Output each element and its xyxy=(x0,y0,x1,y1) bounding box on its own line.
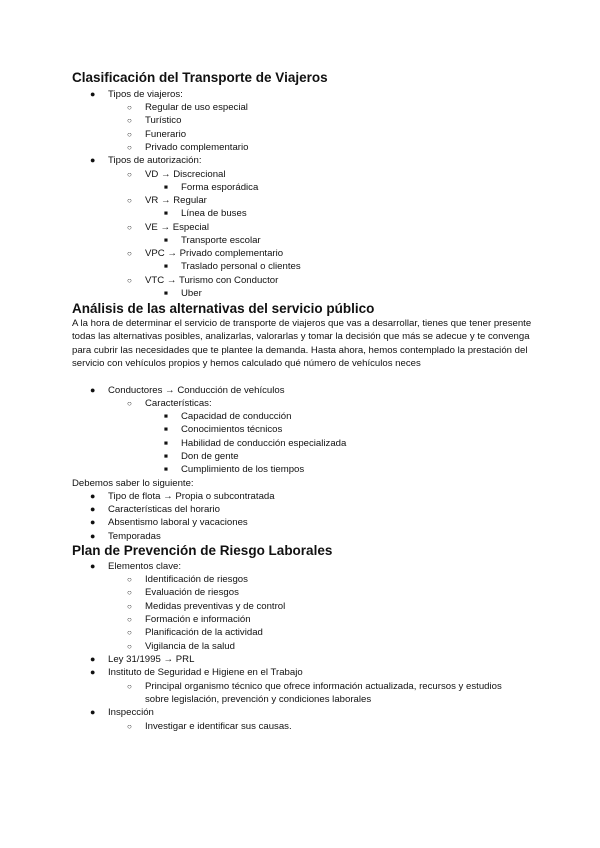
list-item: Temporadas xyxy=(108,531,161,542)
paragraph-line: Debemos saber lo siguiente: xyxy=(72,478,194,489)
bullet: ■ xyxy=(164,413,168,420)
bullet: ○ xyxy=(127,588,132,597)
list-item: Vigilancia de la salud xyxy=(145,641,235,652)
bullet: ○ xyxy=(127,628,132,637)
list-item: Transporte escolar xyxy=(181,235,261,246)
bullet: ■ xyxy=(164,466,168,473)
list-item: Instituto de Seguridad e Higiene en el Trabajo xyxy=(108,667,303,678)
bullet: ● xyxy=(90,155,96,165)
bullet: ○ xyxy=(127,196,132,205)
bullet: ● xyxy=(90,667,96,677)
bullet: ○ xyxy=(127,399,132,408)
list-item: Formación e información xyxy=(145,614,251,625)
list-item: Inspección xyxy=(108,707,154,718)
bullet: ● xyxy=(90,654,96,664)
list-item: Tipo de flota → Propia o subcontratada xyxy=(108,491,275,502)
bullet: ○ xyxy=(127,170,132,179)
bullet: ● xyxy=(90,531,96,541)
list-item: Conductores → Conducción de vehículos xyxy=(108,385,285,396)
list-item: VTC → Turismo con Conductor xyxy=(145,275,279,286)
list-item: VR → Regular xyxy=(145,195,207,206)
list-item: VE → Especial xyxy=(145,222,209,233)
bullet: ● xyxy=(90,504,96,514)
list-item: VD → Discrecional xyxy=(145,169,226,180)
bullet: ○ xyxy=(127,103,132,112)
list-item: Don de gente xyxy=(181,451,239,462)
section-title-plan-prevencion: Plan de Prevención de Riesgo Laborales xyxy=(72,543,333,558)
bullet: ■ xyxy=(164,184,168,191)
list-item: Turístico xyxy=(145,115,182,126)
bullet: ■ xyxy=(164,210,168,217)
list-item: Capacidad de conducción xyxy=(181,411,292,422)
bullet: ○ xyxy=(127,722,132,731)
list-item: Cumplimiento de los tiempos xyxy=(181,464,305,475)
section-paragraph: A la hora de determinar el servicio de transporte de viajeros que vas a desarrollar, tienes que tener presente todas las alternativas posibles, analizarlas, valorarlas y tomar la decisión que más se adecue y te convenga para cubrir las necesidades que te plantee la demanda. Hasta ahora, hemos contemplado la prestación del servicio con vehículos propios y hemos calculado qué número de vehículos neces xyxy=(72,318,532,369)
bullet: ■ xyxy=(164,263,168,270)
list-item: Medidas preventivas y de control xyxy=(145,601,286,612)
bullet: ○ xyxy=(127,223,132,232)
bullet: ● xyxy=(90,707,96,717)
bullet: ○ xyxy=(127,249,132,258)
list-item: Tipos de autorización: xyxy=(108,155,202,166)
bullet: ○ xyxy=(127,143,132,152)
bullet: ○ xyxy=(127,276,132,285)
bullet: ○ xyxy=(127,130,132,139)
bullet: ○ xyxy=(127,642,132,651)
list-item: Conocimientos técnicos xyxy=(181,424,283,435)
list-item: Forma esporádica xyxy=(181,182,259,193)
bullet: ● xyxy=(90,517,96,527)
bullet: ■ xyxy=(164,237,168,244)
list-item: Características: xyxy=(145,398,212,409)
list-item: Identificación de riesgos xyxy=(145,574,248,585)
section-title-clasificacion: Clasificación del Transporte de Viajeros xyxy=(72,70,328,85)
list-item: Principal organismo técnico que ofrece información actualizada, recursos y estudios xyxy=(145,681,502,692)
list-item: Ley 31/1995 → PRL xyxy=(108,654,195,665)
list-item: Línea de buses xyxy=(181,208,247,219)
list-item: Habilidad de conducción especializada xyxy=(181,438,347,449)
bullet: ○ xyxy=(127,682,132,691)
bullet: ○ xyxy=(127,575,132,584)
bullet: ■ xyxy=(164,426,168,433)
list-item: Funerario xyxy=(145,129,187,140)
list-item: Uber xyxy=(181,288,202,299)
list-item: Características del horario xyxy=(108,504,220,515)
list-item-continuation: sobre legislación, prevención y condiciones laborales xyxy=(145,694,372,705)
list-item: Traslado personal o clientes xyxy=(181,261,301,272)
bullet: ● xyxy=(90,89,96,99)
list-item: Investigar e identificar sus causas. xyxy=(145,721,292,732)
list-item: Elementos clave: xyxy=(108,561,182,572)
list-item: Privado complementario xyxy=(145,142,249,153)
bullet: ○ xyxy=(127,116,132,125)
bullet: ■ xyxy=(164,440,168,447)
list-item: VPC → Privado complementario xyxy=(145,248,284,259)
bullet: ■ xyxy=(164,453,168,460)
bullet: ● xyxy=(90,491,96,501)
list-item: Evaluación de riesgos xyxy=(145,587,239,598)
bullet: ● xyxy=(90,385,96,395)
list-item: Absentismo laboral y vacaciones xyxy=(108,517,248,528)
bullet: ● xyxy=(90,561,96,571)
bullet: ○ xyxy=(127,615,132,624)
bullet: ■ xyxy=(164,290,168,297)
list-item: Tipos de viajeros: xyxy=(108,89,183,100)
bullet: ○ xyxy=(127,602,132,611)
list-item: Planificación de la actividad xyxy=(145,627,263,638)
section-title-analisis: Análisis de las alternativas del servicio público xyxy=(72,301,375,316)
list-item: Regular de uso especial xyxy=(145,102,248,113)
